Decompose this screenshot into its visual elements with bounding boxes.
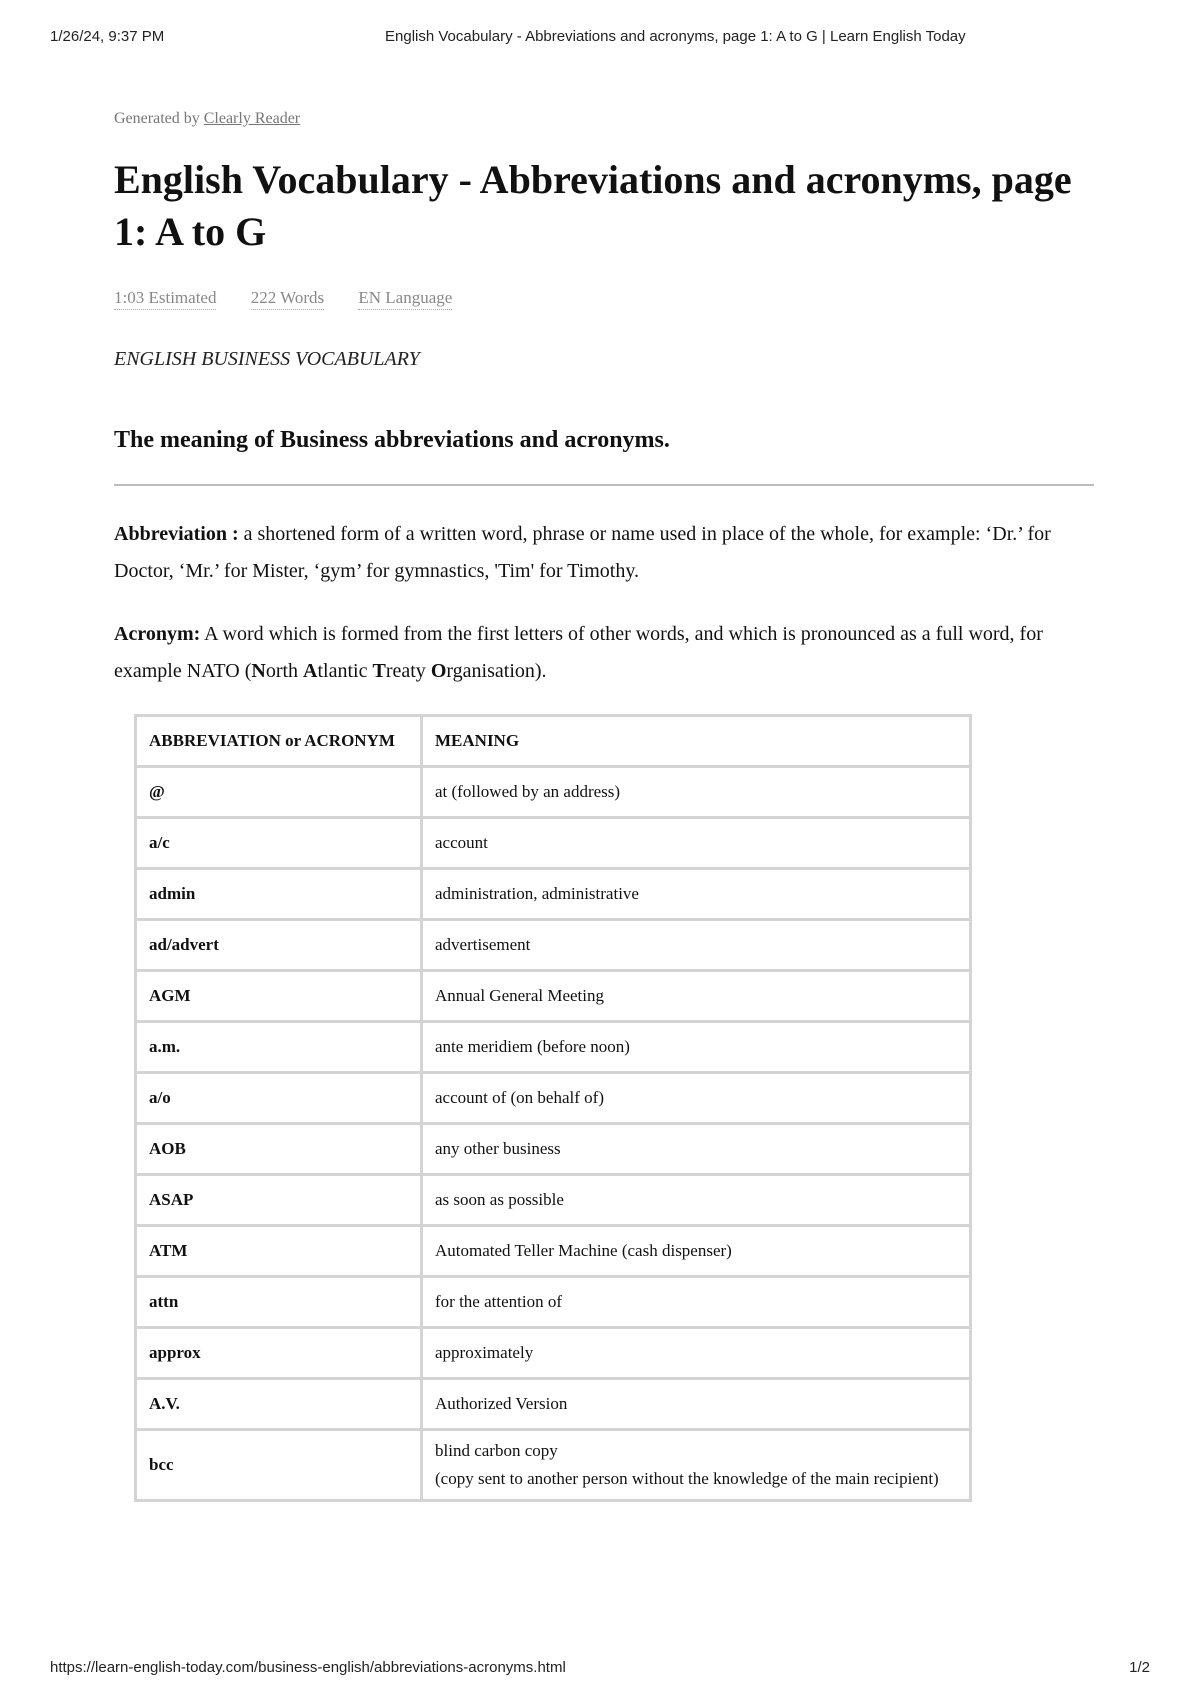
column-header-meaning: MEANING [422, 716, 971, 767]
category-label: ENGLISH BUSINESS VOCABULARY [114, 348, 420, 370]
row-term: a.m. [136, 1022, 422, 1073]
generated-by-prefix: Generated by [114, 110, 204, 127]
row-meaning: at (followed by an address) [422, 767, 971, 818]
row-meaning: as soon as possible [422, 1175, 971, 1226]
table-row [136, 1277, 971, 1328]
table-row [136, 1226, 971, 1277]
table-row [136, 1073, 971, 1124]
row-term: a/c [136, 818, 422, 869]
page-number: 1/2 [1129, 1659, 1150, 1676]
row-term: admin [136, 869, 422, 920]
table-row [136, 869, 971, 920]
row-meaning: administration, administrative [422, 869, 971, 920]
reading-time: 1:03 Estimated [114, 288, 216, 310]
acronym-text: A word which is formed from the first letters of other words, and which is pronounced as a full word, for example NATO ( [114, 623, 1043, 682]
word-count: 222 Words [251, 288, 324, 310]
acronym-term: Acronym: [114, 623, 201, 645]
generated-by [114, 110, 1094, 128]
row-meaning-line: blind carbon copy [435, 1441, 558, 1460]
row-meaning: advertisement [422, 920, 971, 971]
acronym-letter-n: N [251, 660, 266, 682]
row-meaning: any other business [422, 1124, 971, 1175]
print-date: 1/26/24, 9:37 PM [50, 28, 165, 45]
row-term: ASAP [136, 1175, 422, 1226]
abbreviation-term: Abbreviation : [114, 523, 239, 545]
row-meaning: for the attention of [422, 1277, 971, 1328]
acronym-letter-t: T [372, 660, 386, 682]
row-meaning: approximately [422, 1328, 971, 1379]
section-heading: The meaning of Business abbreviations and acronyms. [114, 427, 670, 453]
row-meaning: Annual General Meeting [422, 971, 971, 1022]
acronym-word-atlantic: tlantic [317, 660, 373, 682]
table-row [136, 1022, 971, 1073]
acronym-word-organisation: rganisation). [446, 660, 547, 682]
table-row [136, 1379, 971, 1430]
row-meaning: Authorized Version [422, 1379, 971, 1430]
row-meaning: ante meridiem (before noon) [422, 1022, 971, 1073]
column-header-term: ABBREVIATION or ACRONYM [136, 716, 422, 767]
row-term: AGM [136, 971, 422, 1022]
row-term: AOB [136, 1124, 422, 1175]
table-row [136, 1175, 971, 1226]
table-header-row [136, 716, 971, 767]
row-term: ad/advert [136, 920, 422, 971]
acronym-letter-o: O [430, 660, 447, 682]
acronym-word-treaty: reaty [385, 660, 431, 682]
row-term: bcc [136, 1430, 422, 1501]
divider [114, 484, 1094, 486]
row-meaning-note: (copy sent to another person without the knowledge of the main recipient) [435, 1469, 939, 1488]
row-term: ATM [136, 1226, 422, 1277]
clearly-reader-link[interactable]: Clearly Reader [203, 110, 301, 127]
article [114, 110, 1094, 1502]
page-url: https://learn-english-today.com/business-english/abbreviations-acronyms.html [50, 1659, 566, 1676]
abbreviations-table [134, 714, 972, 1502]
page-title: English Vocabulary - Abbreviations and acronyms, page 1: A to G [114, 157, 1072, 254]
acronym-word-north: orth [265, 660, 304, 682]
abbreviation-text: a shortened form of a written word, phrase or name used in place of the whole, for example: ‘Dr.’ for Doctor, ‘Mr.’ for Mister, ‘gym’ for gymnastics, 'Tim' for Timothy. [114, 523, 1051, 582]
acronym-letter-a: A [303, 660, 318, 682]
article-meta [114, 288, 1094, 308]
abbreviation-definition [114, 516, 1094, 590]
table-row [136, 1328, 971, 1379]
print-footer [50, 1659, 1150, 1679]
table-row [136, 818, 971, 869]
table-row [136, 1124, 971, 1175]
print-doc-title: English Vocabulary - Abbreviations and acronyms, page 1: A to G | Learn English Today [385, 28, 966, 45]
row-term: @ [136, 767, 422, 818]
row-meaning: Automated Teller Machine (cash dispenser) [422, 1226, 971, 1277]
language: EN Language [358, 288, 452, 310]
row-meaning: account of (on behalf of) [422, 1073, 971, 1124]
row-term: A.V. [136, 1379, 422, 1430]
acronym-definition [114, 616, 1094, 690]
row-term: attn [136, 1277, 422, 1328]
row-term: approx [136, 1328, 422, 1379]
print-header [50, 28, 1150, 48]
row-term: a/o [136, 1073, 422, 1124]
table-row [136, 1430, 971, 1501]
row-meaning: account [422, 818, 971, 869]
table-row [136, 920, 971, 971]
table-row [136, 767, 971, 818]
row-meaning [422, 1430, 971, 1501]
table-row [136, 971, 971, 1022]
